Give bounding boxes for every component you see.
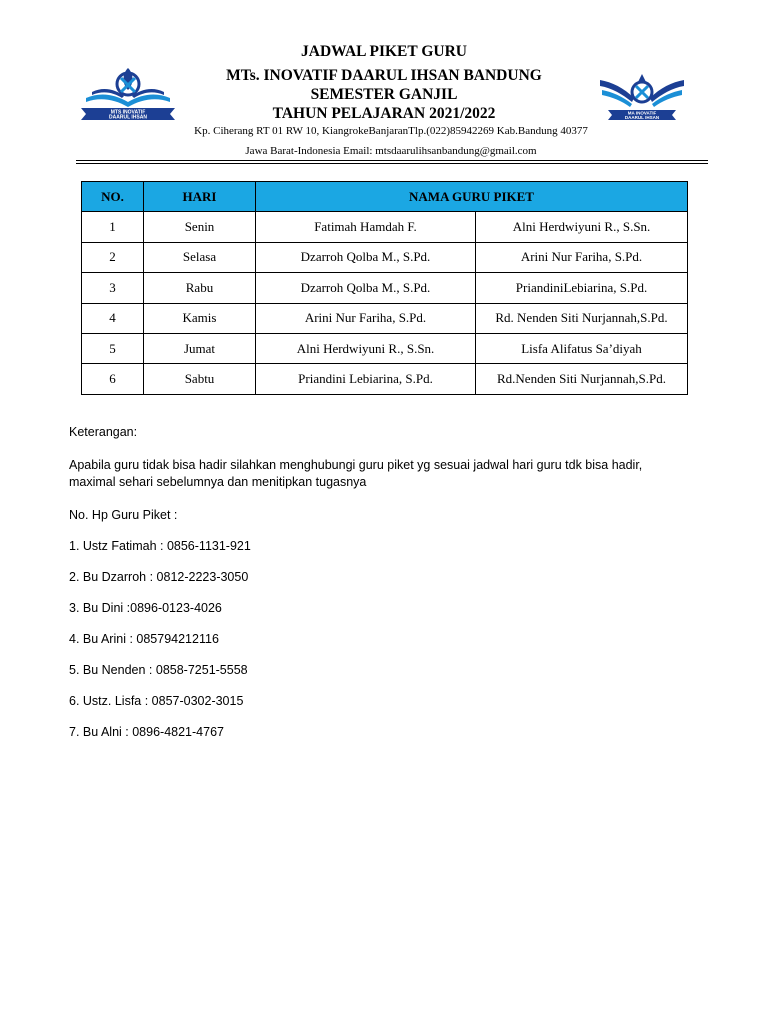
phone-entry: 1. Ustz Fatimah : 0856-1131-921 (69, 539, 251, 553)
phone-list-heading: No. Hp Guru Piket : (69, 508, 178, 522)
academic-year: TAHUN PELAJARAN 2021/2022 (272, 105, 496, 122)
row-teacher-2: Rd. Nenden Siti Nurjannah,S.Pd. (476, 303, 688, 333)
row-day: Selasa (144, 242, 256, 272)
row-number: 6 (82, 364, 144, 394)
row-teacher-2: Alni Herdwiyuni R., S.Sn. (476, 212, 688, 242)
column-header-day: HARI (144, 182, 256, 212)
phone-entry: 3. Bu Dini :0896-0123-4026 (69, 601, 222, 615)
table-row (82, 242, 688, 272)
row-number: 5 (82, 333, 144, 363)
notes-paragraph (69, 457, 689, 491)
row-number: 2 (82, 242, 144, 272)
row-teacher-1: Fatimah Hamdah F. (256, 212, 476, 242)
header-divider-thick (76, 163, 708, 164)
institution-name: MTs. INOVATIF DAARUL IHSAN BANDUNG (226, 67, 542, 84)
row-teacher-2: Arini Nur Fariha, S.Pd. (476, 242, 688, 272)
table-row (82, 273, 688, 303)
table-row (82, 364, 688, 394)
row-day: Jumat (144, 333, 256, 363)
phone-entry: 2. Bu Dzarroh : 0812-2223-3050 (69, 570, 249, 584)
school-address: Kp. Ciherang RT 01 RW 10, KiangrokeBanjaranTlp.(022)85942269 Kab.Bandung 40377 (194, 125, 588, 137)
row-teacher-2: Rd.Nenden Siti Nurjannah,S.Pd. (476, 364, 688, 394)
row-day: Senin (144, 212, 256, 242)
phone-entry: 5. Bu Nenden : 0858-7251-5558 (69, 663, 248, 677)
table-header-row (82, 182, 688, 212)
row-teacher-1: Priandini Lebiarina, S.Pd. (256, 364, 476, 394)
notes-paragraph-line1: Apabila guru tidak bisa hadir silahkan menghubungi guru piket yg sesuai jadwal hari guru tdk bisa hadir, (69, 458, 643, 472)
duty-schedule-table (81, 181, 688, 395)
phone-list (69, 507, 689, 741)
table-row (82, 212, 688, 242)
phone-entry: 6. Ustz. Lisfa : 0857-0302-3015 (69, 694, 244, 708)
row-teacher-1: Alni Herdwiyuni R., S.Sn. (256, 333, 476, 363)
row-teacher-1: Arini Nur Fariha, S.Pd. (256, 303, 476, 333)
phone-entry: 7. Bu Alni : 0896-4821-4767 (69, 725, 224, 739)
logo-right-line2: DAARUL IHSAN (624, 115, 660, 120)
row-teacher-2: PriandiniLebiarina, S.Pd. (476, 273, 688, 303)
table-row (82, 303, 688, 333)
notes-paragraph-line2: maximal sehari sebelumnya dan menitipkan tugasnya (69, 475, 367, 489)
document-title: JADWAL PIKET GURU (301, 43, 467, 60)
logo-right-line1: MA INOVATIF (627, 110, 657, 116)
column-header-no: NO. (82, 182, 144, 212)
row-teacher-1: Dzarroh Qolba M., S.Pd. (256, 242, 476, 272)
header-divider-thin (76, 160, 708, 161)
row-number: 1 (82, 212, 144, 242)
row-teacher-2: Lisfa Alifatus Sa’diyah (476, 333, 688, 363)
row-teacher-1: Dzarroh Qolba M., S.Pd. (256, 273, 476, 303)
logo-left-line2: DAARUL IHSAN (109, 114, 147, 121)
row-day: Kamis (144, 303, 256, 333)
row-number: 3 (82, 273, 144, 303)
row-day: Sabtu (144, 364, 256, 394)
notes-section (69, 424, 689, 755)
row-day: Rabu (144, 273, 256, 303)
notes-label: Keterangan: (69, 425, 138, 439)
column-header-teacher: NAMA GURU PIKET (256, 182, 688, 212)
logo-left-line1: MTS INOVATIF (110, 109, 146, 116)
table-row (82, 333, 688, 363)
phone-entry: 4. Bu Arini : 085794212116 (69, 632, 219, 646)
school-contact: Jawa Barat-Indonesia Email: mtsdaarulihsanbandung@gmail.com (245, 145, 537, 157)
row-number: 4 (82, 303, 144, 333)
semester-label: SEMESTER GANJIL (310, 86, 458, 103)
